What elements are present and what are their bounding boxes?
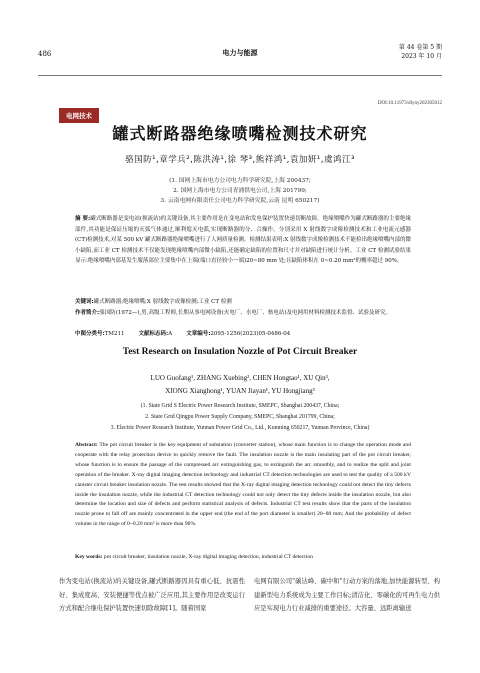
header-divider: [38, 75, 442, 76]
author-bio: [75, 308, 411, 319]
abstract-en-text: The pot circuit breaker is the key equipment of substation (converter station), whose main function is to change the operation mode and cooperate with the relay protection device to quickly remove the fault. The insulation nozzle is the main insulating part of the pot circuit breaker, whose function is to ensure the passage of the compressed arc extinguishing gas, to extinguish the arc smoothly, and to realize the split and joint operation of the breaker. X-ray digital imaging detection technology and industrial CT detection technologies are used to test the quality of a 500 kV canister circuit breaker insulation nozzle. The test results showed that the X-ray digital imaging detection technology could not detect the tiny defects inside the insulation nozzle, while the industrial CT detection technology could not only detect the tiny defects inside the insulation nozzle, but also determine the location and size of defects and perform statistical analysis of defects. Industrial CT test results show that the parts of the insulation nozzle prone to fall off are mainly concentrated in the upper end (the end of the port diameter is smaller) 20~80 mm; And the probability of defect volume in the range of 0~0.20 mm³ is more than 90%.: [75, 442, 411, 528]
affiliation-zh-1: (1. 国网上海市电力公司电力科学研究院,上海 200437;: [169, 178, 311, 184]
page-number: 486: [38, 50, 52, 58]
keywords-en: [75, 553, 411, 563]
doc-value: A: [168, 331, 173, 337]
affiliation-zh-3: 3. 云南电网有限责任公司电力科学研究院,云南 昆明 650217): [160, 198, 320, 204]
volume-line: 第 44 卷第 5 期: [398, 44, 442, 51]
keywords-en-label: Key words:: [75, 554, 103, 560]
authors-en-2: XIONG Xianghong¹, YUAN Jiayan¹, YU Hongjiang³: [165, 387, 315, 395]
authors-zh: 骆国防¹,章学兵²,陈洪涛¹,徐 琴³,熊祥鸿¹,袁加妍¹,虞鸿江³: [125, 155, 355, 165]
author-bio-label: 作者简介:: [75, 310, 100, 316]
abstract-zh-label: 摘 要:: [75, 216, 91, 222]
affiliation-en-1: (1. State Grid S Electric Power Research Institute, SMEPC, Shanghai 200437, China;: [140, 403, 340, 409]
affiliation-en-2: 2. State Grid Qingpu Power Supply Company, SMEPC, Shanghai 201799, China;: [145, 414, 335, 420]
classification-line: [75, 329, 411, 340]
clc-label: 中图分类号:: [75, 331, 105, 337]
keywords-en-text: pot circuit breaker, insulation nozzle, X-ray digital imaging detection, industrial CT detection: [103, 554, 313, 560]
section-tag: 电网技术: [59, 108, 99, 123]
abstract-en: [75, 441, 411, 530]
authors-en-1: LUO Guofang¹, ZHANG Xuebing², CHEN Hongtao¹, XU Qin³,: [150, 374, 330, 382]
abstract-zh: [75, 214, 411, 267]
date-line: 2023 年 10 月: [401, 53, 442, 60]
clc-value: TM211: [104, 331, 125, 337]
keywords-zh-label: 关键词:: [75, 299, 94, 305]
volume-info: [399, 43, 442, 61]
title-en: Test Research on Insulation Nozzle of Pot Circuit Breaker: [122, 347, 358, 357]
article-value: 2095-1256(2023)05-0486-04: [210, 331, 291, 337]
doi[interactable]: DOI:10.11973/dlyny202305012: [377, 101, 442, 106]
body-column-left: 作为变电站(换流站)的关键设备,罐式断路器因具有重心低、抗震性好、集成度高、安装便捷等优点被广泛应用,其主要作用是改变运行方式和配合继电保护装置快速切除故障[1]。随着国家: [59, 578, 245, 613]
journal-name: 电力与能源: [222, 48, 258, 57]
affiliation-en-3: 3. Electric Power Research Institute, Yunnan Power Grid Co., Ltd., Kunming 650217, Yunnan Province, China): [110, 425, 370, 431]
keywords-zh: [75, 297, 411, 308]
affiliation-zh-2: 2. 国网上海市电力公司青浦供电公司,上海 201799;: [173, 188, 307, 194]
body-column-right: 电网有限公司"碳达峰、碳中和"行动方案的落地,加快能源转型、构建新型电力系统成为主要工作目标;清洁化、零碳化的可再生电力供应是实现电力行业减排的重要途径。大容量、远距离输送: [254, 578, 440, 613]
keywords-zh-text: 罐式断路器;绝缘喷嘴;X 射线数字成像检测;工业 CT 检测: [93, 299, 232, 305]
abstract-zh-text: 罐式断路器是变电站(换流站)的关键设备,其主要作用是在变电站和发电保护装置快速切断故障。绝缘喷嘴作为罐式断路器的主要绝缘部件,其功能是保证压缩的灭弧气体通过,顺利熄灭电弧,实现断路器的分、合操作。分别采用 X 射线数字成像检测技术和工业电流元感器(CT)检测技术,对某 500 kV 罐式断路器绝缘喷嘴进行了人网质量检测。检测结果表明:X 射线数字成像检测技术不能检出绝缘喷嘴内部的微小缺陷,而工业 CT 检测技术不仅能发现绝缘喷嘴内部微小缺陷,还能确定缺陷的位置和尺寸并对缺陷进行统计分析。工业 CT 检测试验结果显示:绝缘喷嘴内部基发生服落部位主要集中在上端(端口直径较小一端)20~80 mm 处;且缺陷体积在 0~0.20 mm³的概率超过 90%。: [75, 216, 411, 264]
abstract-en-label: Abstract:: [75, 442, 98, 448]
title-zh: 罐式断路器绝缘喷嘴检测技术研究: [112, 124, 368, 143]
doc-label: 文献标志码:: [138, 331, 169, 337]
article-label: 文章编号:: [186, 331, 211, 337]
author-bio-text: 骆国防(1972—),男,高级工程师,长期从事电网设备(火电厂、水电厂、核电站)及电网用材料检测技术监督、试验及研究。: [99, 310, 392, 316]
